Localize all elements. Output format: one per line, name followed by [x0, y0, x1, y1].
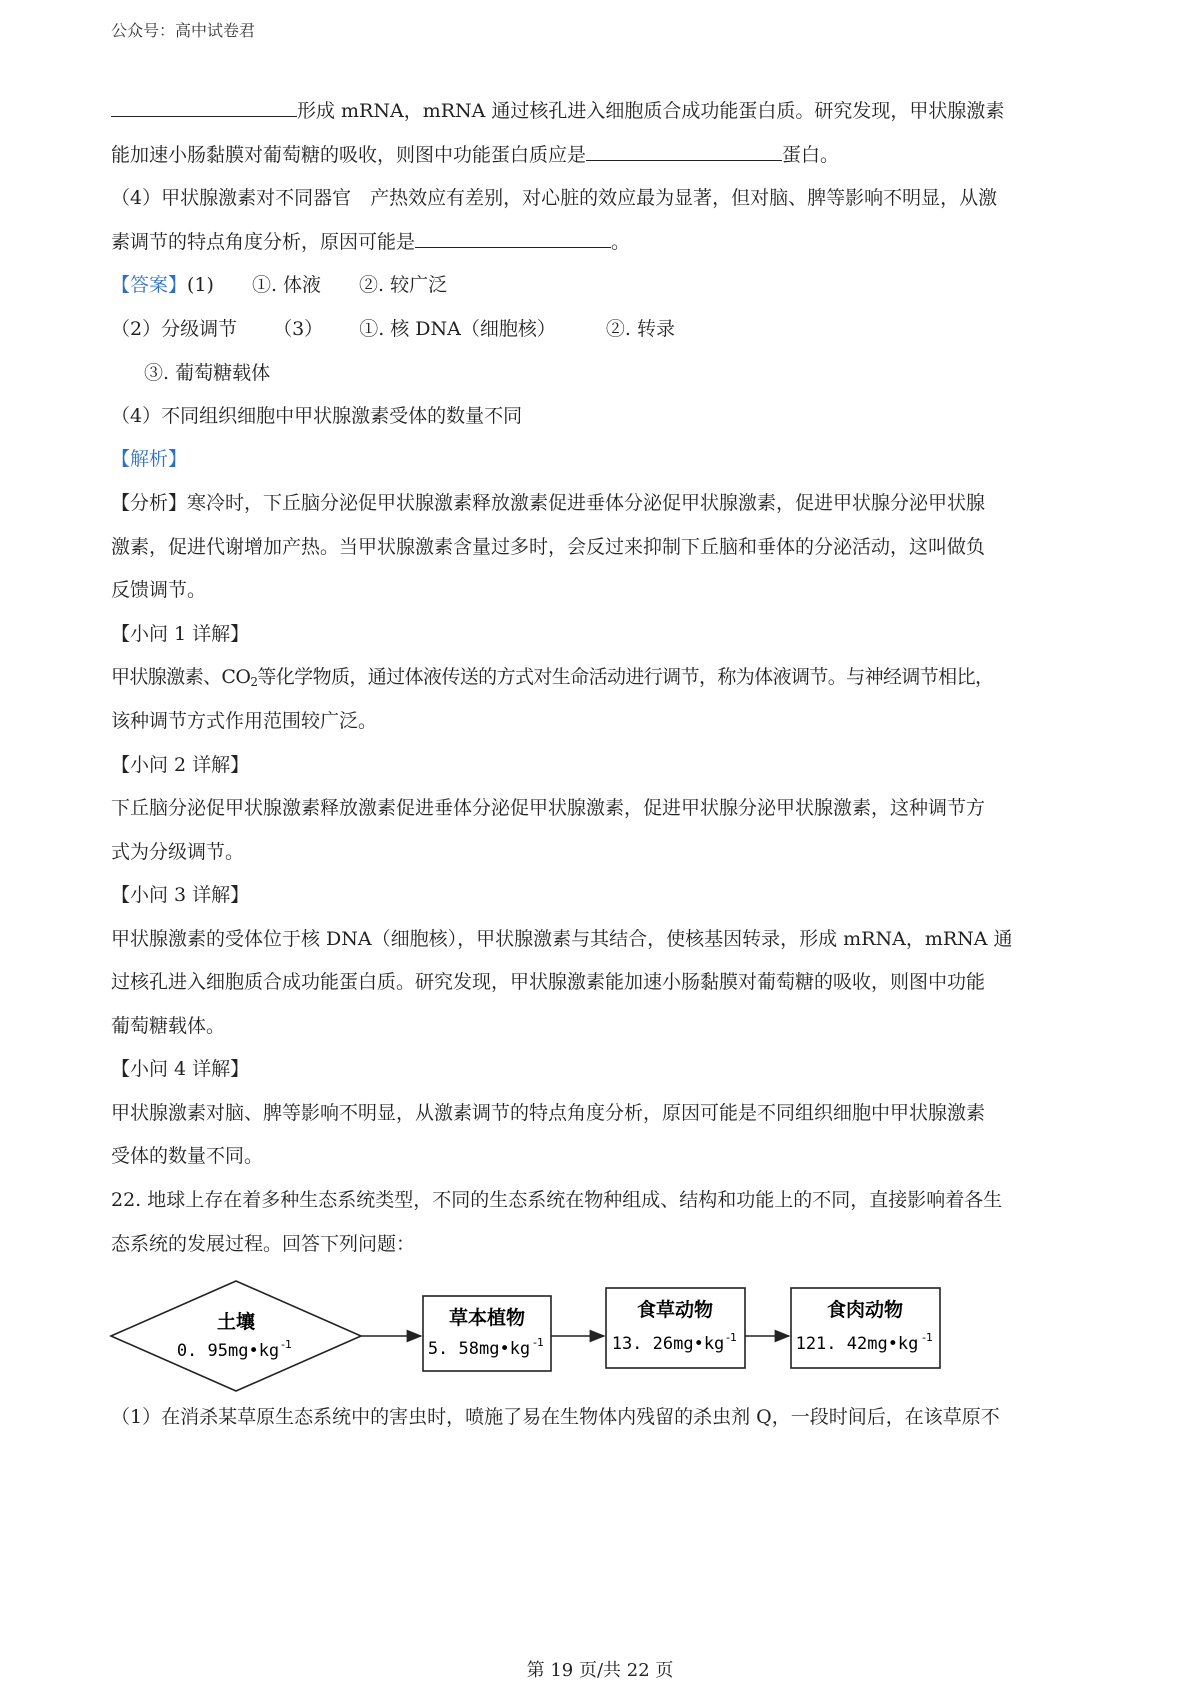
subq3-line1: 甲状腺激素的受体位于核 DNA（细胞核），甲状腺激素与其结合，使核基因转录，形成 mRNA，mRNA 通: [111, 928, 1013, 950]
soil-name: 土壤: [216, 1311, 256, 1333]
subq3-title: 【小问 3 详解】: [111, 884, 250, 906]
answer-1b: ②. 较广泛: [359, 274, 448, 296]
page-footer: 第 19 页/共 22 页: [526, 1660, 674, 1681]
subq2-line2: 式为分级调节。: [111, 841, 245, 863]
q3-cont-text1: 形成 mRNA，mRNA 通过核孔进入细胞质合成功能蛋白质。研究发现，甲状腺激素: [297, 100, 1005, 122]
subq3-line2: 过核孔进入细胞质合成功能蛋白质。研究发现，甲状腺激素能加速小肠黏膜对葡萄糖的吸收，则图中功能: [111, 971, 986, 993]
unit-exponent: -1: [281, 1338, 292, 1351]
answer-line4: （4）不同组织细胞中甲状腺激素受体的数量不同: [111, 405, 523, 427]
answer-line3: ③. 葡萄糖载体: [144, 362, 271, 384]
q22-part1: （1）在消杀某草原生态系统中的害虫时，喷施了易在生物体内残留的杀虫剂 Q，一段时间后，在该草原不: [111, 1406, 1000, 1428]
analysis-label: 【解析】: [111, 448, 188, 470]
herb-value: 5. 58mg•kg: [427, 1339, 531, 1359]
subq4-title: 【小问 4 详解】: [111, 1058, 250, 1080]
analysis-p1-l2: 激素，促进代谢增加产热。当甲状腺激素含量过多时，会反过来抑制下丘脑和垂体的分泌活动，这叫做负: [111, 536, 986, 558]
herbivore-value: 13. 26mg•kg: [611, 1334, 725, 1354]
subq1-text-a: 甲状腺激素、CO: [111, 666, 251, 688]
q22-line1: 22. 地球上存在着多种生态系统类型，不同的生态系统在物种组成、结构和功能上的不同，直接影响着各生: [111, 1189, 1003, 1211]
q4-end: 。: [611, 231, 631, 253]
soil-node: [111, 1281, 361, 1391]
subq4-line1: 甲状腺激素对脑、脾等影响不明显，从激素调节的特点角度分析，原因可能是不同组织细胞中甲状腺激素: [111, 1102, 986, 1124]
answer-1: (1): [187, 274, 214, 296]
answer-2: （2）分级调节: [111, 318, 238, 340]
subq1-title: 【小问 1 详解】: [111, 623, 250, 645]
q4-text: 素调节的特点角度分析，原因可能是: [111, 231, 416, 253]
subq3-line3: 葡萄糖载体。: [111, 1015, 226, 1037]
q3-cont-text2: 能加速小肠黏膜对葡萄糖的吸收，则图中功能蛋白质应是: [111, 144, 587, 166]
herb-name: 草本植物: [448, 1307, 526, 1329]
unit-exponent: -1: [533, 1336, 544, 1349]
q22-line2: 态系统的发展过程。回答下列问题：: [111, 1233, 416, 1255]
analysis-p1-l3: 反馈调节。: [111, 579, 207, 601]
subq1-line2: 该种调节方式作用范围较广泛。: [111, 710, 378, 732]
carnivore-value: 121. 42mg•kg: [795, 1334, 919, 1354]
subq2-title: 【小问 2 详解】: [111, 754, 250, 776]
subq4-line2: 受体的数量不同。: [111, 1145, 264, 1167]
subq2-line1: 下丘脑分泌促甲状腺激素释放激素促进垂体分泌促甲状腺激素，促进甲状腺分泌甲状腺激素，这种调节方: [111, 797, 986, 819]
page-header: 公众号：高中试卷君: [111, 21, 256, 40]
q4-line1: （4）甲状腺激素对不同器官 产热效应有差别，对心脏的效应最为显著，但对脑、脾等影响不明显，从激: [111, 187, 998, 209]
subscript: 2: [250, 675, 258, 689]
answer-label: 【答案】: [111, 274, 188, 296]
answer-3: （3）: [273, 318, 324, 340]
answer-1a: ①. 体液: [251, 274, 322, 296]
answer-3b: ②. 转录: [605, 318, 675, 340]
carnivore-name: 食肉动物: [826, 1299, 904, 1321]
unit-exponent: -1: [922, 1331, 933, 1344]
analysis-p1-l1: 【分析】寒冷时，下丘脑分泌促甲状腺激素释放激素促进垂体分泌促甲状腺激素，促进甲状腺分泌甲状腺: [111, 492, 986, 514]
subq1-text-b: 等化学物质，通过体液传送的方式对生命活动进行调节，称为体液调节。与神经调节相比，: [257, 666, 994, 688]
answer-3a: ①. 核 DNA（细胞核）: [359, 318, 556, 340]
herbivore-name: 食草动物: [636, 1299, 714, 1321]
q3-cont-text3: 蛋白。: [782, 144, 840, 166]
unit-exponent: -1: [726, 1331, 737, 1344]
soil-value: 0. 95mg•kg: [176, 1341, 280, 1361]
